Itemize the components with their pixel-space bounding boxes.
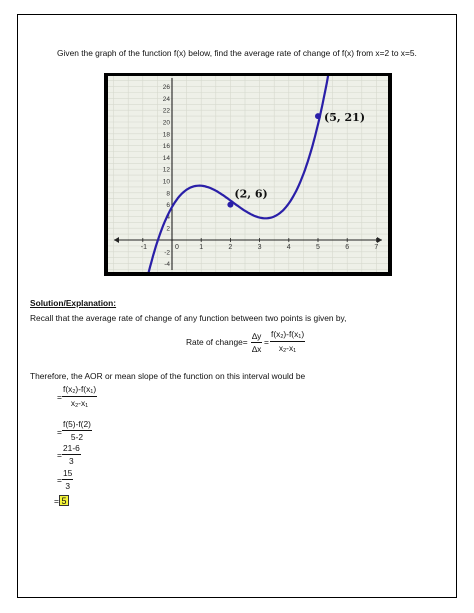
y-tick-label: 26 — [162, 84, 170, 92]
x-tick-label: 0 — [175, 244, 179, 251]
step3-denominator: 3 — [69, 456, 74, 466]
delta-fraction — [251, 331, 262, 354]
y-tick-label: 8 — [166, 190, 170, 198]
x-tick-label: 7 — [374, 244, 379, 251]
step4-numerator: 15 — [63, 468, 73, 478]
formula-fraction — [270, 329, 305, 354]
y-tick-label: 4 — [166, 213, 170, 221]
step3-numerator: 21-6 — [63, 443, 80, 453]
step1-numerator: $f(x_2)-f(x_1)$ — [63, 384, 97, 395]
function-curve — [146, 76, 329, 272]
x-axis-arrow-left — [114, 237, 119, 243]
y-tick-label: 18 — [162, 131, 170, 139]
x-axis-arrow-right — [377, 237, 382, 243]
rate-label: Rate of change= — [186, 337, 248, 347]
step4-fraction — [62, 468, 73, 491]
step2-equals: = — [57, 427, 62, 437]
y-tick-label: 16 — [162, 143, 170, 151]
y-tick-label: 20 — [162, 119, 170, 127]
therefore-text: Therefore, the AOR or mean slope of the function on this interval would be — [30, 371, 306, 381]
x-tick-label: 1 — [199, 244, 204, 251]
x-tick-label: 6 — [345, 244, 350, 251]
y-tick-label: -2 — [164, 249, 170, 257]
y-tick-label: 6 — [166, 202, 170, 210]
y-tick-label: 14 — [162, 154, 170, 162]
function-graph — [108, 76, 388, 272]
graph-image — [104, 73, 392, 276]
formula-denominator: $x_2-x_1$ — [278, 343, 297, 354]
formula-numerator: $f(x_2)-f(x_1)$ — [271, 329, 305, 340]
point-5-21-label: (5, 21) — [324, 111, 366, 125]
question-text: Given the graph of the function f(x) below, find the average rate of change of f(x) from x=2 to x=5. — [57, 48, 417, 58]
graph-area — [108, 76, 388, 272]
x-tick-label: 3 — [257, 244, 262, 251]
x-tick-label: 2 — [228, 244, 233, 251]
y-tick-label: 12 — [162, 166, 170, 174]
x-tick-label: 5 — [316, 244, 320, 251]
point-2-6-label: (2, 6) — [234, 187, 268, 201]
step3-fraction — [62, 443, 81, 466]
point-5-21-marker — [315, 113, 321, 119]
y-tick-label: 22 — [162, 107, 170, 115]
step2-denominator: 5-2 — [70, 432, 84, 442]
step2-numerator: f(5)-f(2) — [63, 419, 91, 429]
step1-fraction — [62, 384, 97, 409]
answer-equals: = — [54, 496, 59, 506]
answer-highlight: 5 — [59, 495, 69, 506]
step1-equals: = — [57, 392, 62, 402]
step1-denominator: $x_2-x_1$ — [70, 398, 89, 409]
step3-equals: = — [57, 450, 62, 460]
y-tick-label: 10 — [162, 178, 170, 186]
step2-fraction — [62, 419, 92, 442]
point-2-6-marker — [227, 202, 233, 208]
step4-denominator: 3 — [65, 481, 70, 491]
solution-heading: Solution/Explanation: — [30, 298, 117, 308]
recall-text: Recall that the average rate of change of any function between two points is given by, — [30, 313, 347, 323]
y-tick-label: -4 — [164, 261, 170, 269]
step4-equals: = — [57, 475, 62, 485]
x-tick-label: -1 — [140, 244, 148, 251]
y-tick-label: 2 — [166, 225, 170, 233]
x-tick-label: 4 — [286, 244, 291, 251]
delta-x: ∆x — [252, 344, 262, 354]
equals-sign: = — [264, 337, 269, 347]
y-tick-label: 24 — [162, 95, 170, 103]
delta-y: ∆y — [252, 331, 262, 341]
